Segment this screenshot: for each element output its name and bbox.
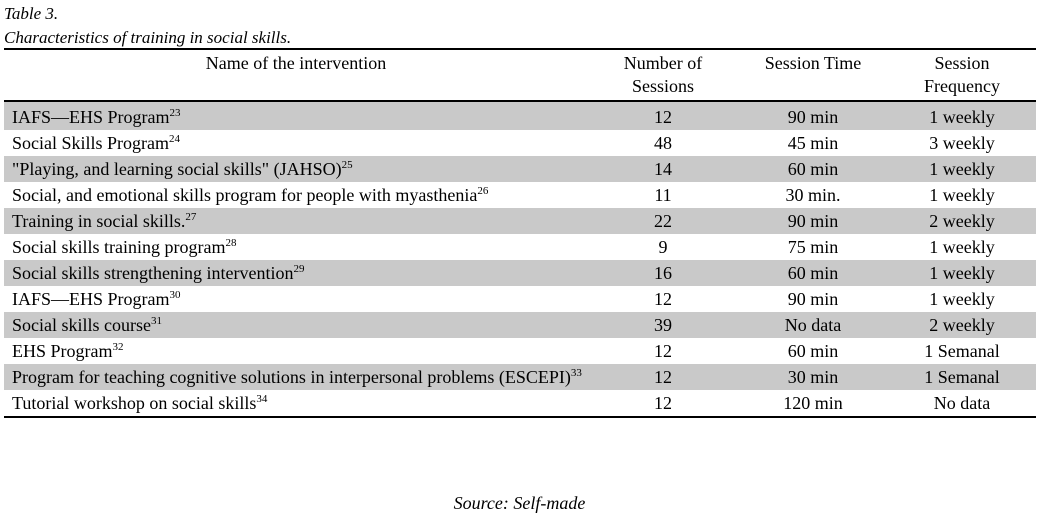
cell-frequency: 3 weekly xyxy=(929,133,995,153)
cell-frequency: 1 weekly xyxy=(888,260,1036,286)
cell-time: 90 min xyxy=(787,289,839,309)
cell-name: Tutorial workshop on social skills$^{34}$ xyxy=(12,393,268,413)
cell-name: Training in social skills.$^{27}$ xyxy=(4,208,588,234)
table-row xyxy=(4,208,1036,234)
cell-sessions: 16 xyxy=(588,260,738,286)
table-row xyxy=(4,286,1036,312)
table-row xyxy=(4,182,1036,208)
cell-frequency: 1 weekly xyxy=(888,101,1036,130)
cell-time: No data xyxy=(738,312,888,338)
table-row xyxy=(4,312,1036,338)
cell-name: IAFS—EHS Program$^{23}$ xyxy=(4,101,588,130)
table-row xyxy=(4,390,1036,417)
reference-number: 32 xyxy=(112,341,124,353)
header-name: Name of the intervention xyxy=(205,53,387,73)
cell-name: Program for teaching cognitive solutions in interpersonal problems (ESCEPI)$^{33}$ xyxy=(4,364,588,390)
table-number: Table 3. xyxy=(4,4,59,23)
reference-number: 30 xyxy=(169,289,181,301)
cell-time: 90 min xyxy=(738,101,888,130)
cell-sessions: 12 xyxy=(588,101,738,130)
cell-sessions: 48 xyxy=(654,133,672,153)
table-row xyxy=(4,338,1036,364)
cell-sessions: 12 xyxy=(654,393,672,413)
cell-frequency: 1 weekly xyxy=(888,156,1036,182)
cell-frequency: No data xyxy=(933,393,991,413)
reference-number: 26 xyxy=(477,185,489,197)
reference-number: 28 xyxy=(225,237,237,249)
cell-time: 120 min xyxy=(783,393,843,413)
cell-time: 60 min xyxy=(787,341,839,361)
cell-name: Social skills training program$^{28}$ xyxy=(12,237,237,257)
cell-sessions: 39 xyxy=(588,312,738,338)
cell-name: IAFS—EHS Program$^{30}$ xyxy=(12,289,181,309)
table-row xyxy=(4,260,1036,286)
reference-number: 24 xyxy=(169,133,180,145)
cell-time: 45 min xyxy=(787,133,839,153)
cell-name: Social skills course$^{31}$ xyxy=(4,312,588,338)
header-time: Session Time xyxy=(764,53,862,73)
cell-sessions: 12 xyxy=(588,364,738,390)
table-row xyxy=(4,101,1036,130)
cell-time: 60 min xyxy=(738,156,888,182)
cell-frequency: 1 weekly xyxy=(929,185,995,205)
reference-number: 27 xyxy=(185,211,197,223)
cell-name: Social skills strengthening intervention$^{29}$ xyxy=(4,260,588,286)
cell-frequency: 2 weekly xyxy=(888,312,1036,338)
cell-time: 30 min. xyxy=(785,185,841,205)
header-frequency: Session Frequency xyxy=(924,53,1000,96)
table-title: Characteristics of training in social skills. xyxy=(4,28,292,47)
source-note: Source: Self-made xyxy=(453,493,586,513)
cell-sessions: 14 xyxy=(588,156,738,182)
cell-sessions: 12 xyxy=(654,341,672,361)
reference-number: 29 xyxy=(293,263,305,275)
reference-number: 33 xyxy=(570,367,582,379)
cell-time: 60 min xyxy=(738,260,888,286)
cell-name: Social, and emotional skills program for people with myasthenia$^{26}$ xyxy=(12,185,489,205)
cell-time: 90 min xyxy=(738,208,888,234)
reference-number: 31 xyxy=(150,315,162,327)
cell-frequency: 2 weekly xyxy=(888,208,1036,234)
header-sessions: Number of Sessions xyxy=(623,53,703,96)
cell-name: Social Skills Program$^{24}$ xyxy=(12,133,180,153)
table-row xyxy=(4,156,1036,182)
cell-sessions: 9 xyxy=(658,237,668,257)
cell-sessions: 11 xyxy=(654,185,672,205)
cell-frequency: 1 weekly xyxy=(929,289,995,309)
table-row xyxy=(4,364,1036,390)
cell-time: 30 min xyxy=(738,364,888,390)
cell-time: 75 min xyxy=(787,237,839,257)
cell-frequency: 1 weekly xyxy=(929,237,995,257)
reference-number: 25 xyxy=(341,159,353,171)
reference-number: 23 xyxy=(169,107,181,119)
cell-sessions: 22 xyxy=(588,208,738,234)
table-row xyxy=(4,130,1036,156)
interventions-table xyxy=(4,48,1036,418)
cell-frequency: 1 Semanal xyxy=(888,364,1036,390)
reference-number: 34 xyxy=(256,393,268,405)
table-header-row xyxy=(4,49,1036,101)
cell-frequency: 1 Semanal xyxy=(924,341,1000,361)
cell-name: EHS Program$^{32}$ xyxy=(12,341,124,361)
cell-name: "Playing, and learning social skills" (JAHSO)$^{25}$ xyxy=(4,156,588,182)
cell-sessions: 12 xyxy=(654,289,672,309)
table-row xyxy=(4,234,1036,260)
